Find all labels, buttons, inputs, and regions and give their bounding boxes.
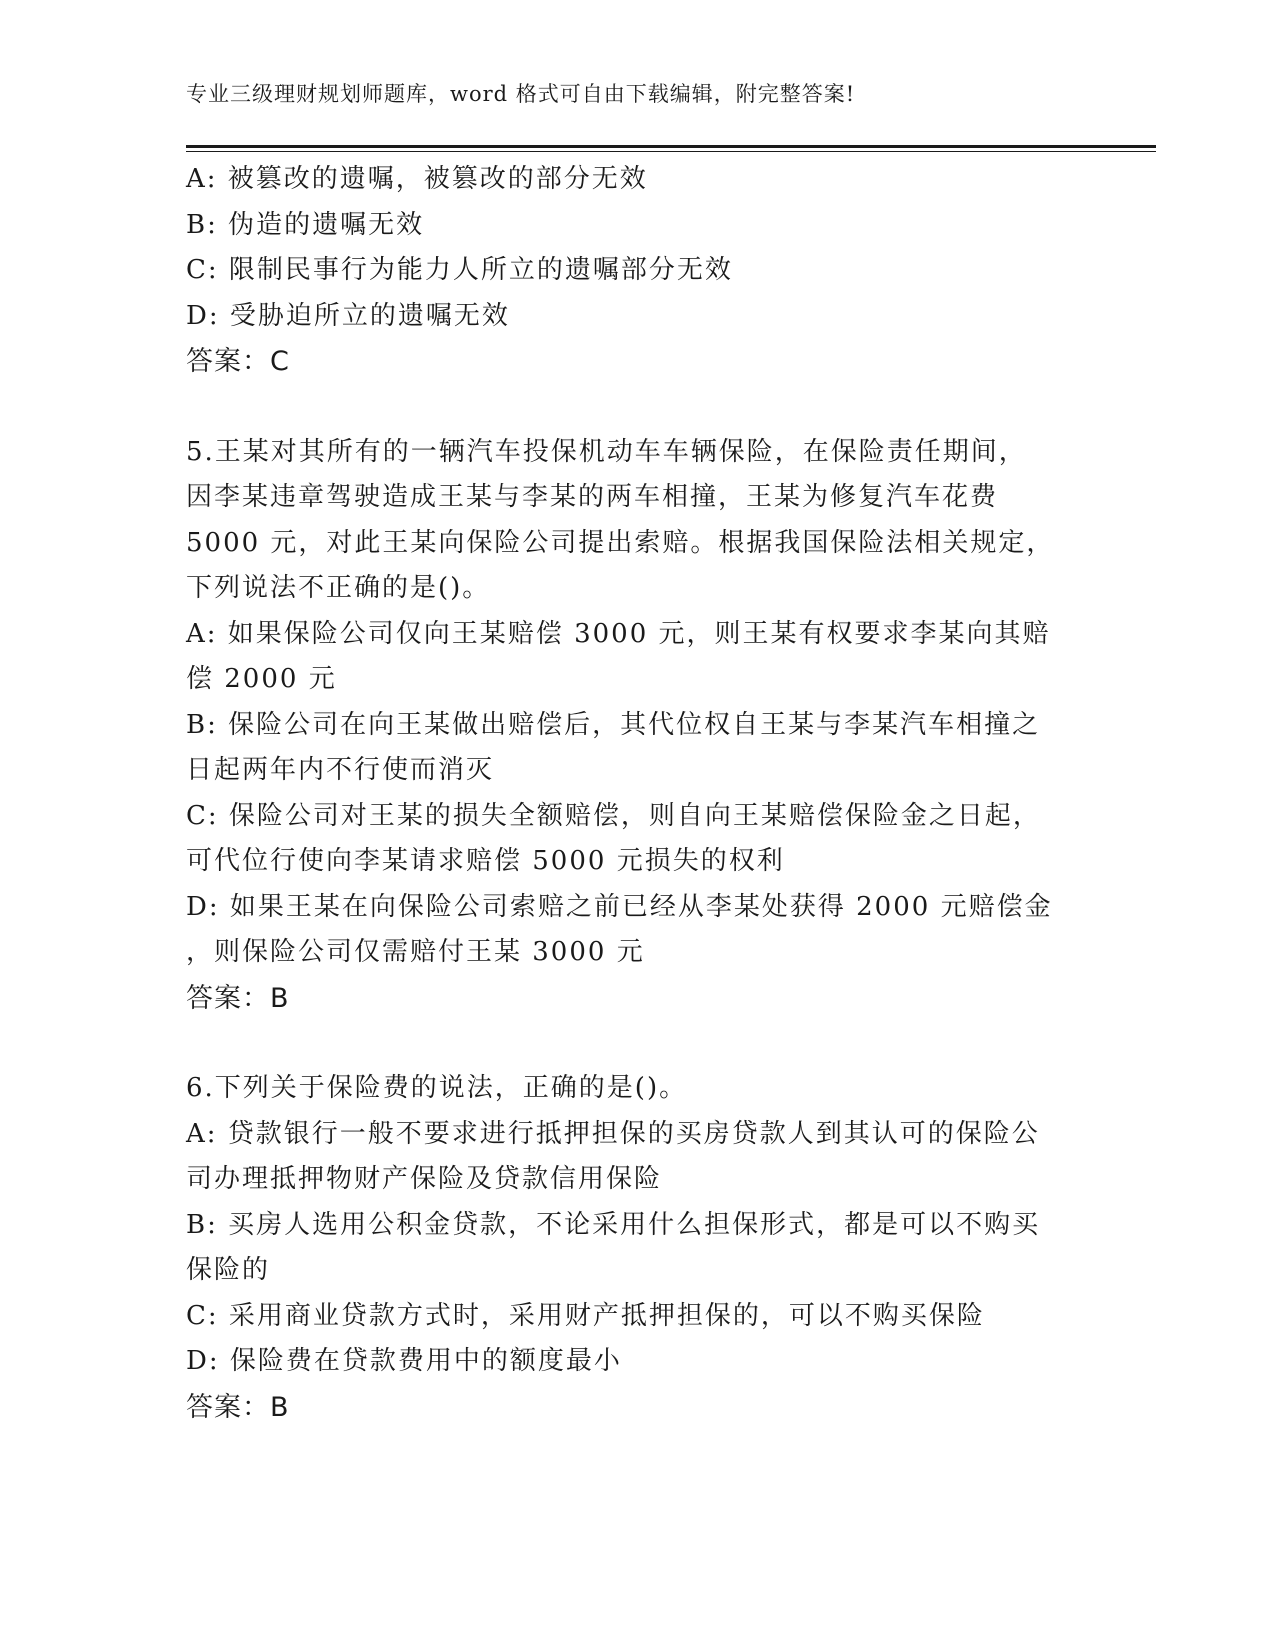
header-rule-thin xyxy=(186,151,1156,152)
header-rule-thick xyxy=(186,145,1156,148)
q6-stem-line: 6.下列关于保险费的说法，正确的是()。 xyxy=(186,1073,688,1103)
q5-option-c-cont: 可代位行使向李某请求赔偿 5000 元损失的权利 xyxy=(186,846,785,876)
question-6 xyxy=(186,1066,1076,1430)
q5-option-c: C: 保险公司对王某的损失全额赔偿，则自向王某赔偿保险金之日起， xyxy=(186,800,1041,831)
q5-stem-line: 5.王某对其所有的一辆汽车投保机动车车辆保险，在保险责任期间， xyxy=(186,436,1027,467)
q5-option-d-cont: ，则保险公司仅需赔付王某 3000 元 xyxy=(186,937,645,967)
q4-option-a: A: 被篡改的遗嘱，被篡改的部分无效 xyxy=(186,164,648,194)
q4-option-c: C: 限制民事行为能力人所立的遗嘱部分无效 xyxy=(186,255,733,285)
q5-answer: 答案：B xyxy=(186,982,290,1014)
question-4 xyxy=(186,157,1076,385)
q4-answer: 答案：C xyxy=(186,346,290,377)
q5-option-b-cont: 日起两年内不行使而消灭 xyxy=(186,755,495,785)
page-header: 专业三级理财规划师题库，word 格式可自由下载编辑，附完整答案! xyxy=(186,82,856,106)
spacer xyxy=(186,1021,1076,1066)
q5-option-a: A: 如果保险公司仅向王某赔偿 3000 元，则王某有权要求李某向其赔 xyxy=(186,618,1051,649)
q6-option-d: D: 保险费在贷款费用中的额度最小 xyxy=(186,1346,622,1376)
q4-option-d: D: 受胁迫所立的遗嘱无效 xyxy=(186,300,510,331)
q5-stem-line: 下列说法不正确的是()。 xyxy=(186,573,491,603)
q6-answer: 答案：B xyxy=(186,1391,290,1423)
q6-option-c: C: 采用商业贷款方式时，采用财产抵押担保的，可以不购买保险 xyxy=(186,1300,985,1331)
question-content xyxy=(186,157,1076,1430)
spacer xyxy=(186,385,1076,430)
q5-option-a-cont: 偿 2000 元 xyxy=(186,664,337,694)
question-5 xyxy=(186,430,1076,1022)
q4-option-b: B: 伪造的遗嘱无效 xyxy=(186,209,425,240)
q6-option-a: A: 贷款银行一般不要求进行抵押担保的买房贷款人到其认可的保险公 xyxy=(186,1118,1040,1149)
q5-stem-line: 5000 元，对此王某向保险公司提出索赔。根据我国保险法相关规定， xyxy=(186,527,1055,558)
q6-option-a-cont: 司办理抵押物财产保险及贷款信用保险 xyxy=(186,1164,663,1194)
q6-option-b: B: 买房人选用公积金贷款，不论采用什么担保形式，都是可以不购买 xyxy=(186,1209,1041,1240)
q5-option-b: B: 保险公司在向王某做出赔偿后，其代位权自王某与李某汽车相撞之 xyxy=(186,709,1041,740)
q5-stem-line: 因李某违章驾驶造成王某与李某的两车相撞，王某为修复汽车花费 xyxy=(186,482,999,512)
q5-option-d: D: 如果王某在向保险公司索赔之前已经从李某处获得 2000 元赔偿金 xyxy=(186,891,1053,922)
q6-option-b-cont: 保险的 xyxy=(186,1255,271,1285)
